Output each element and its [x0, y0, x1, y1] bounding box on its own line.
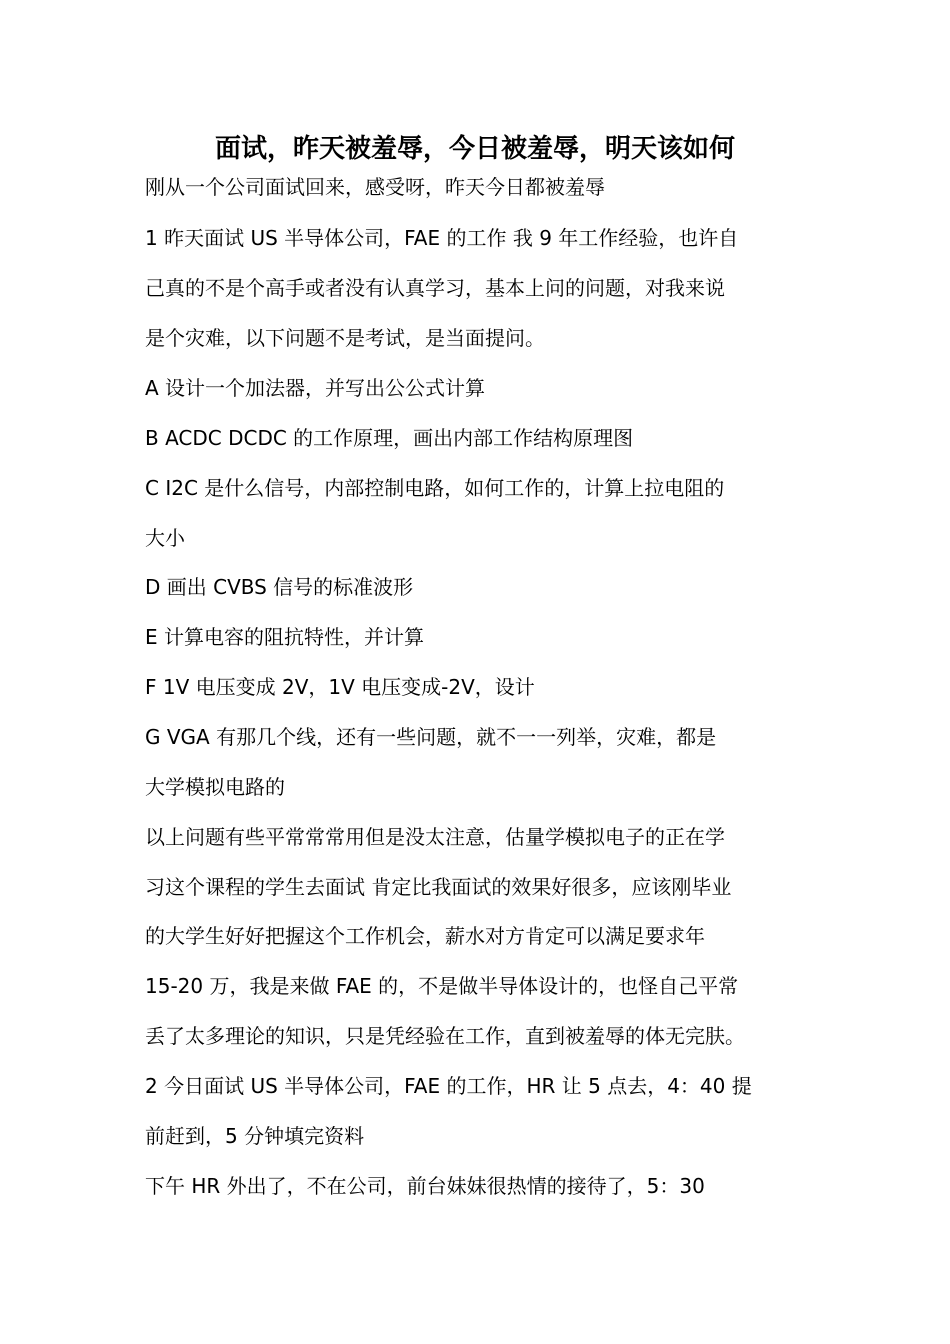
- text-line: 1 昨天面试 US 半导体公司，FAE 的工作 我 9 年工作经验，也许自: [145, 226, 739, 250]
- text-line: 以上问题有些平常常常用但是没太注意，估量学模拟电子的正在学: [145, 825, 725, 849]
- text-line: 是个灾难，以下问题不是考试，是当面提问。: [145, 326, 545, 350]
- text-line: 的大学生好好把握这个工作机会，薪水对方肯定可以满足要求年: [145, 924, 705, 948]
- text-line: D 画出 CVBS 信号的标准波形: [145, 575, 414, 599]
- text-line: 前赶到，5 分钟填完资料: [145, 1124, 365, 1148]
- text-line: G VGA 有那几个线，还有一些问题，就不一一列举，灾难，都是: [145, 725, 717, 749]
- text-line: 大小: [145, 526, 185, 550]
- text-line: 下午 HR 外出了，不在公司，前台妹妹很热情的接待了，5：30: [145, 1174, 705, 1198]
- text-line: 己真的不是个高手或者没有认真学习，基本上问的问题，对我来说: [145, 276, 725, 300]
- text-line: 刚从一个公司面试回来，感受呀，昨天今日都被羞辱: [145, 175, 605, 199]
- text-line: A 设计一个加法器，并写出公公式计算: [145, 376, 486, 400]
- text-line: C I2C 是什么信号，内部控制电路，如何工作的，计算上拉电阻的: [145, 476, 725, 500]
- text-line: B ACDC DCDC 的工作原理，画出内部工作结构原理图: [145, 426, 634, 450]
- text-line: 大学模拟电路的: [145, 775, 285, 799]
- text-line: 丢了太多理论的知识，只是凭经验在工作，直到被羞辱的体无完肤。: [145, 1024, 745, 1048]
- document-title: 面试，昨天被羞辱，今日被羞辱，明天该如何: [214, 134, 735, 164]
- text-line: F 1V 电压变成 2V，1V 电压变成-2V，设计: [145, 675, 535, 699]
- text-line: 15-20 万，我是来做 FAE 的，不是做半导体设计的，也怪自己平常: [145, 974, 739, 998]
- text-line: 2 今日面试 US 半导体公司，FAE 的工作，HR 让 5 点去，4：40 提: [145, 1074, 752, 1098]
- text-line: E 计算电容的阻抗特性，并计算: [145, 625, 424, 649]
- text-line: 习这个课程的学生去面试 肯定比我面试的效果好很多，应该刚毕业: [145, 875, 732, 899]
